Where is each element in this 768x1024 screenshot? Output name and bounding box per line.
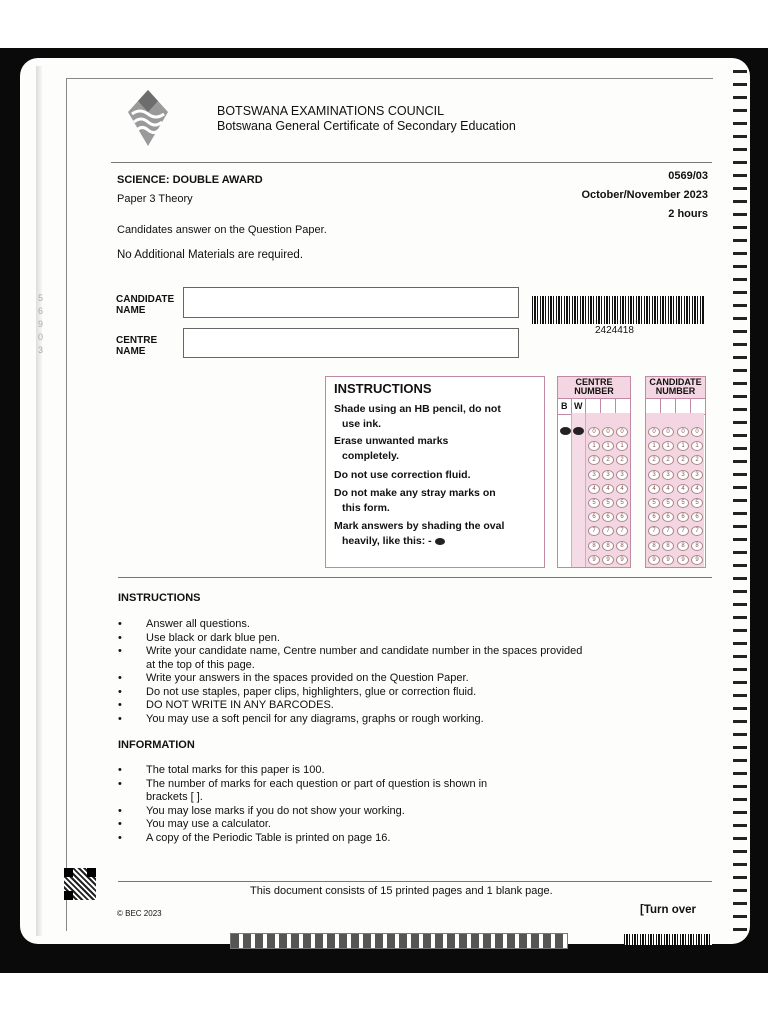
column-shade (571, 413, 586, 567)
digit-column[interactable]: 0 1 2 3 4 5 6 7 8 9 (662, 427, 674, 565)
b-oval[interactable] (560, 427, 571, 435)
list-item: • You may lose marks if you do not show your working. (118, 805, 518, 819)
list-item: • Answer all questions. (118, 618, 588, 632)
list-item: • You may use a soft pencil for any diagrams, graphs or rough working. (118, 713, 588, 727)
centre-name-label: CENTRE NAME (116, 335, 158, 357)
digit-column[interactable]: 0 1 2 3 4 5 6 7 8 9 (602, 427, 614, 565)
divider (118, 577, 712, 578)
bottom-barcode (624, 934, 712, 945)
bottom-barcode-strip (230, 933, 568, 949)
qr-code (64, 868, 96, 900)
exam-duration: 2 hours (668, 208, 708, 220)
w-label: W (574, 401, 583, 411)
list-item: • Write your answers in the spaces provided on the Question Paper. (118, 672, 588, 686)
centre-number-grid (557, 376, 631, 568)
candidate-number-grid (645, 376, 706, 568)
answer-note: Candidates answer on the Question Paper. (117, 224, 327, 236)
b-label: B (561, 401, 568, 411)
digit-column[interactable]: 0 1 2 3 4 5 6 7 8 9 (588, 427, 600, 565)
exam-session: October/November 2023 (581, 189, 708, 201)
council-heading (217, 104, 516, 134)
centre-name-field[interactable] (183, 328, 519, 358)
certificate-name: Botswana General Certificate of Secondary Education (217, 119, 516, 133)
instructions-list (118, 618, 588, 726)
centre-number-title: CENTRE NUMBER (558, 377, 630, 398)
council-name: BOTSWANA EXAMINATIONS COUNCIL (217, 104, 445, 118)
shading-instruction: Shade using an HB pencil, do not use ink. (334, 403, 501, 430)
council-logo-icon (126, 88, 170, 148)
barcode-number: 2424418 (595, 325, 634, 336)
copyright: © BEC 2023 (117, 909, 162, 918)
binding-edge (733, 70, 747, 940)
barcode (532, 296, 704, 324)
shading-instruction: Erase unwanted marks completely. (334, 435, 449, 462)
list-item: • Use black or dark blue pen. (118, 632, 588, 646)
candidate-name-field[interactable] (183, 287, 519, 318)
shading-instruction: Do not use correction fluid. (334, 469, 471, 481)
list-item: • Write your candidate name, Centre number and candidate number in the spaces provided at the top of this page. (118, 645, 588, 672)
page-count-note: This document consists of 15 printed pages and 1 blank page. (250, 885, 553, 897)
shading-instructions-title: INSTRUCTIONS (334, 381, 432, 396)
shading-instructions-box (325, 376, 545, 568)
list-item: • You may use a calculator. (118, 818, 518, 832)
turn-over-note: [Turn over (640, 904, 697, 916)
list-item: • Do not use staples, paper clips, highlighters, glue or correction fluid. (118, 686, 588, 700)
candidate-name-label: CANDIDATE NAME (116, 294, 175, 316)
list-item: • DO NOT WRITE IN ANY BARCODES. (118, 699, 588, 713)
digit-column[interactable]: 0 1 2 3 4 5 6 7 8 9 (691, 427, 703, 565)
list-item: • The number of marks for each question or part of question is shown in brackets [ ]. (118, 778, 518, 805)
shaded-oval-example-icon (435, 538, 445, 545)
divider (118, 881, 712, 882)
margin-code: 56903 (38, 293, 44, 355)
information-heading: INFORMATION (118, 739, 195, 751)
shading-instruction: Do not make any stray marks on this form. (334, 487, 496, 514)
list-item: • The total marks for this paper is 100. (118, 764, 518, 778)
page-left-edge (36, 66, 42, 936)
information-list (118, 764, 518, 845)
digit-column[interactable]: 0 1 2 3 4 5 6 7 8 9 (677, 427, 689, 565)
shading-instruction: Mark answers by shading the oval heavily, like this: - (334, 520, 505, 547)
digit-column[interactable]: 0 1 2 3 4 5 6 7 8 9 (648, 427, 660, 565)
subject-title: SCIENCE: DOUBLE AWARD (117, 174, 263, 186)
paper-number: Paper 3 Theory (117, 193, 193, 205)
w-oval[interactable] (573, 427, 584, 435)
candidate-number-title: CANDIDATE NUMBER (646, 377, 705, 398)
materials-note: No Additional Materials are required. (117, 249, 304, 261)
instructions-heading: INSTRUCTIONS (118, 592, 201, 604)
divider (111, 162, 712, 163)
paper-code: 0569/03 (668, 170, 708, 182)
digit-column[interactable]: 0 1 2 3 4 5 6 7 8 9 (616, 427, 628, 565)
list-item: • A copy of the Periodic Table is printed on page 16. (118, 832, 518, 846)
